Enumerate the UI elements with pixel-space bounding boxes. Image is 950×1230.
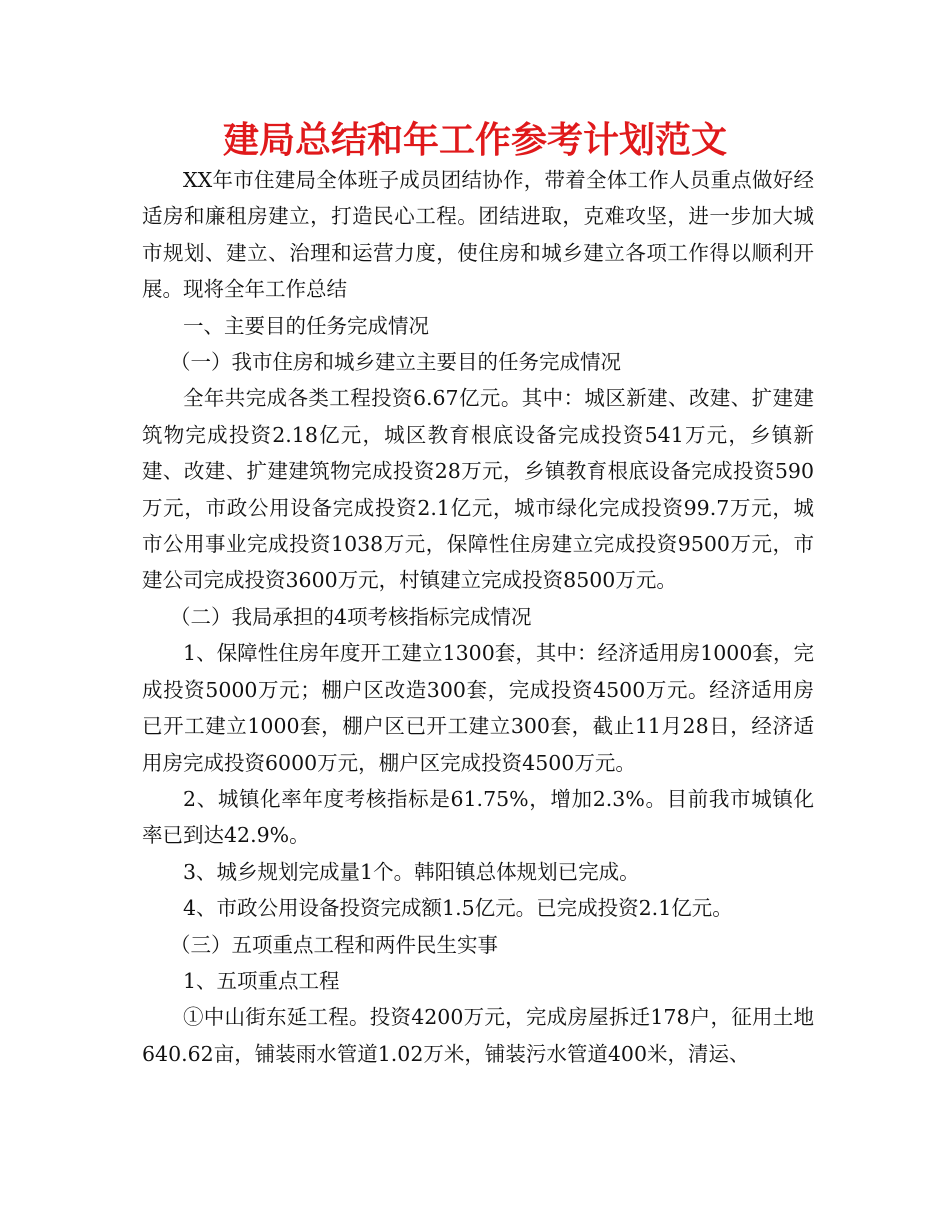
- paragraph-investment: 全年共完成各类工程投资6.67亿元。其中：城区新建、改建、扩建建筑物完成投资2.18亿元，城区教育根底设备完成投资541万元，乡镇新建、改建、扩建建筑物完成投资28万元，乡镇教育根底设备完成投资590万元，市政公用设备完成投资2.1亿元，城市绿化完成投资99.7万元，城市公用事业完成投资1038万元，保障性住房建立完成投资9500万元，市建公司完成投资3600万元，村镇建立完成投资8500万元。: [142, 386, 814, 593]
- paragraph-item-4: 4、市政公用设备投资完成额1.5亿元。已完成投资2.1亿元。: [183, 896, 733, 921]
- paragraph-intro: XX年市住建局全体班子成员团结协作，带着全体工作人员重点做好经适房和廉租房建立，打造民心工程。团结进取，克难攻坚，进一步加大城市规划、建立、治理和运营力度，使住房和城乡建立各项工作得以顺利开展。现将全年工作总结: [142, 168, 814, 302]
- heading-section-2: （二）我局承担的4项考核指标完成情况: [170, 604, 532, 629]
- paragraph-item-2: 2、城镇化率年度考核指标是61.75%，增加2.3%。目前我市城镇化率已到达42.9%。: [142, 786, 814, 848]
- document-body: [142, 162, 814, 1072]
- paragraph-item-3: 3、城乡规划完成量1个。韩阳镇总体规划已完成。: [183, 859, 640, 884]
- heading-main-tasks: 一、主要目的任务完成情况: [183, 313, 429, 338]
- paragraph-item-1: 1、保障性住房年度开工建立1300套，其中：经济适用房1000套，完成投资5000万元；棚户区改造300套，完成投资4500万元。经济适用房已开工建立1000套，棚户区已开工建立300套，截止11月28日，经济适用房完成投资6000万元，棚户区完成投资4500万元。: [142, 641, 814, 775]
- heading-section-1: （一）我市住房和城乡建立主要目的任务完成情况: [170, 350, 621, 375]
- paragraph-project-1: ①中山街东延工程。投资4200万元，完成房屋拆迁178户，征用土地640.62亩，铺装雨水管道1.02万米，铺装污水管道400米，清运、: [142, 1005, 814, 1066]
- paragraph-subheading-projects: 1、五项重点工程: [183, 968, 340, 993]
- document-title: 建局总结和年工作参考计划范文: [222, 120, 727, 161]
- heading-section-3: （三）五项重点工程和两件民生实事: [170, 932, 498, 957]
